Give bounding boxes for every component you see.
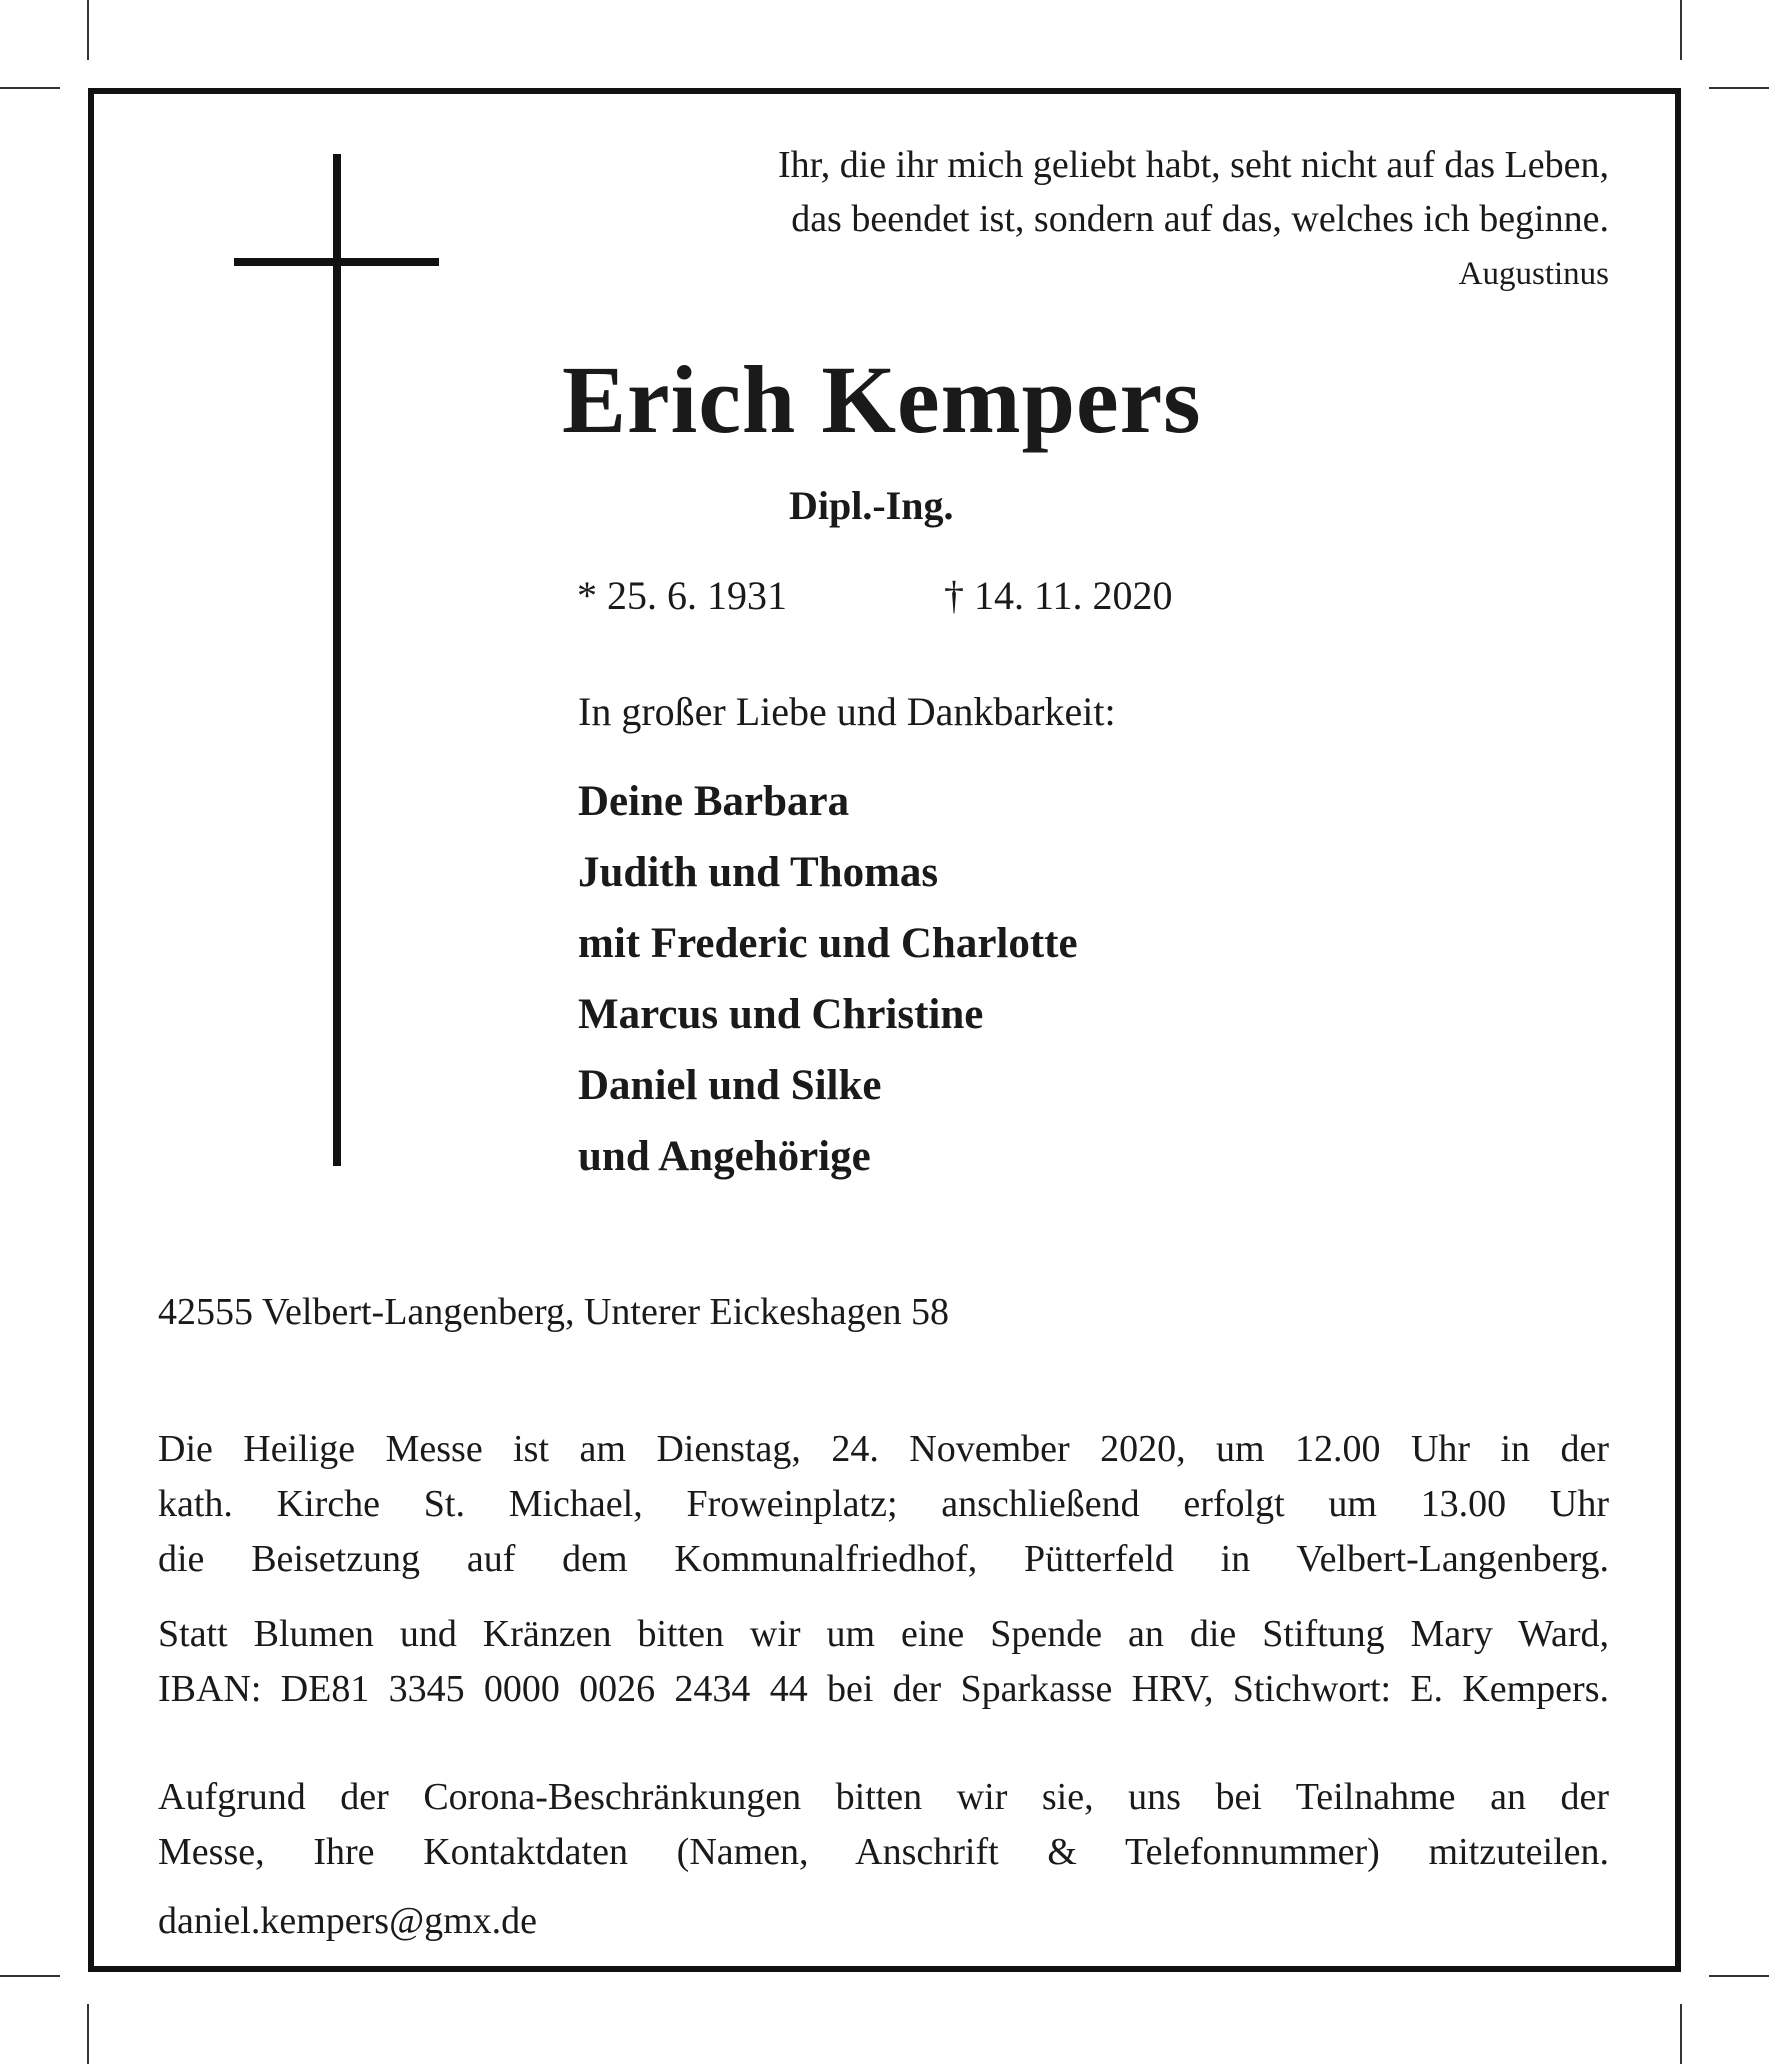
mourner: Marcus und Christine	[578, 991, 984, 1038]
cross-icon	[333, 154, 341, 1166]
service-line: kath. Kirche St. Michael, Froweinplatz; anschließend erfolgt um 13.00 Uhr	[158, 1483, 1609, 1525]
birth-date: * 25. 6. 1931	[577, 573, 787, 618]
mourner: Deine Barbara	[578, 778, 850, 825]
cross-icon-bar	[234, 258, 439, 266]
donation-line: IBAN: DE81 3345 0000 0026 2434 44 bei der Sparkasse HRV, Stichwort: E. Kempers.	[158, 1668, 1609, 1710]
mourner: Judith und Thomas	[578, 849, 939, 896]
corona-line: Messe, Ihre Kontaktdaten (Namen, Anschrift & Telefonnummer) mitzuteilen.	[158, 1831, 1609, 1873]
contact-email[interactable]: daniel.kempers@gmx.de	[158, 1900, 537, 1942]
service-line: die Beisetzung auf dem Kommunalfriedhof, Pütterfeld in Velbert-Langenberg.	[158, 1538, 1609, 1580]
service-info	[158, 1422, 1609, 1587]
corona-line: Aufgrund der Corona-Beschränkungen bitten wir sie, uns bei Teilnahme an der	[158, 1776, 1609, 1818]
mourner: mit Frederic und Charlotte	[578, 920, 1078, 967]
crop-mark	[1709, 87, 1769, 89]
crop-mark	[1680, 0, 1682, 60]
crop-mark	[1680, 2004, 1682, 2064]
quote-line: Ihr, die ihr mich geliebt habt, seht nicht auf das Leben,	[777, 144, 1609, 186]
crop-mark	[87, 0, 89, 60]
quote-line: das beendet ist, sondern auf das, welches ich beginne.	[791, 198, 1609, 240]
deceased-title: Dipl.-Ing.	[789, 483, 954, 528]
crop-mark	[1709, 1975, 1769, 1977]
crop-mark	[0, 87, 60, 89]
service-line: Die Heilige Messe ist am Dienstag, 24. November 2020, um 12.00 Uhr in der	[158, 1428, 1609, 1470]
crop-mark	[87, 2004, 89, 2064]
mourner: Daniel und Silke	[578, 1062, 882, 1109]
mourners-list	[578, 766, 1078, 1192]
quote-author: Augustinus	[1458, 256, 1609, 292]
donation-info	[158, 1607, 1609, 1717]
crop-mark	[0, 1975, 60, 1977]
address: 42555 Velbert-Langenberg, Unterer Eickeshagen 58	[158, 1291, 950, 1333]
mourner: und Angehörige	[578, 1133, 871, 1180]
deceased-name: Erich Kempers	[562, 346, 1202, 453]
dedication: In großer Liebe und Dankbarkeit:	[578, 689, 1116, 734]
donation-line: Statt Blumen und Kränzen bitten wir um eine Spende an die Stiftung Mary Ward,	[158, 1613, 1609, 1655]
quote	[778, 138, 1609, 246]
obituary-frame	[88, 88, 1681, 1972]
corona-info	[158, 1770, 1609, 1880]
death-date: † 14. 11. 2020	[944, 573, 1173, 618]
